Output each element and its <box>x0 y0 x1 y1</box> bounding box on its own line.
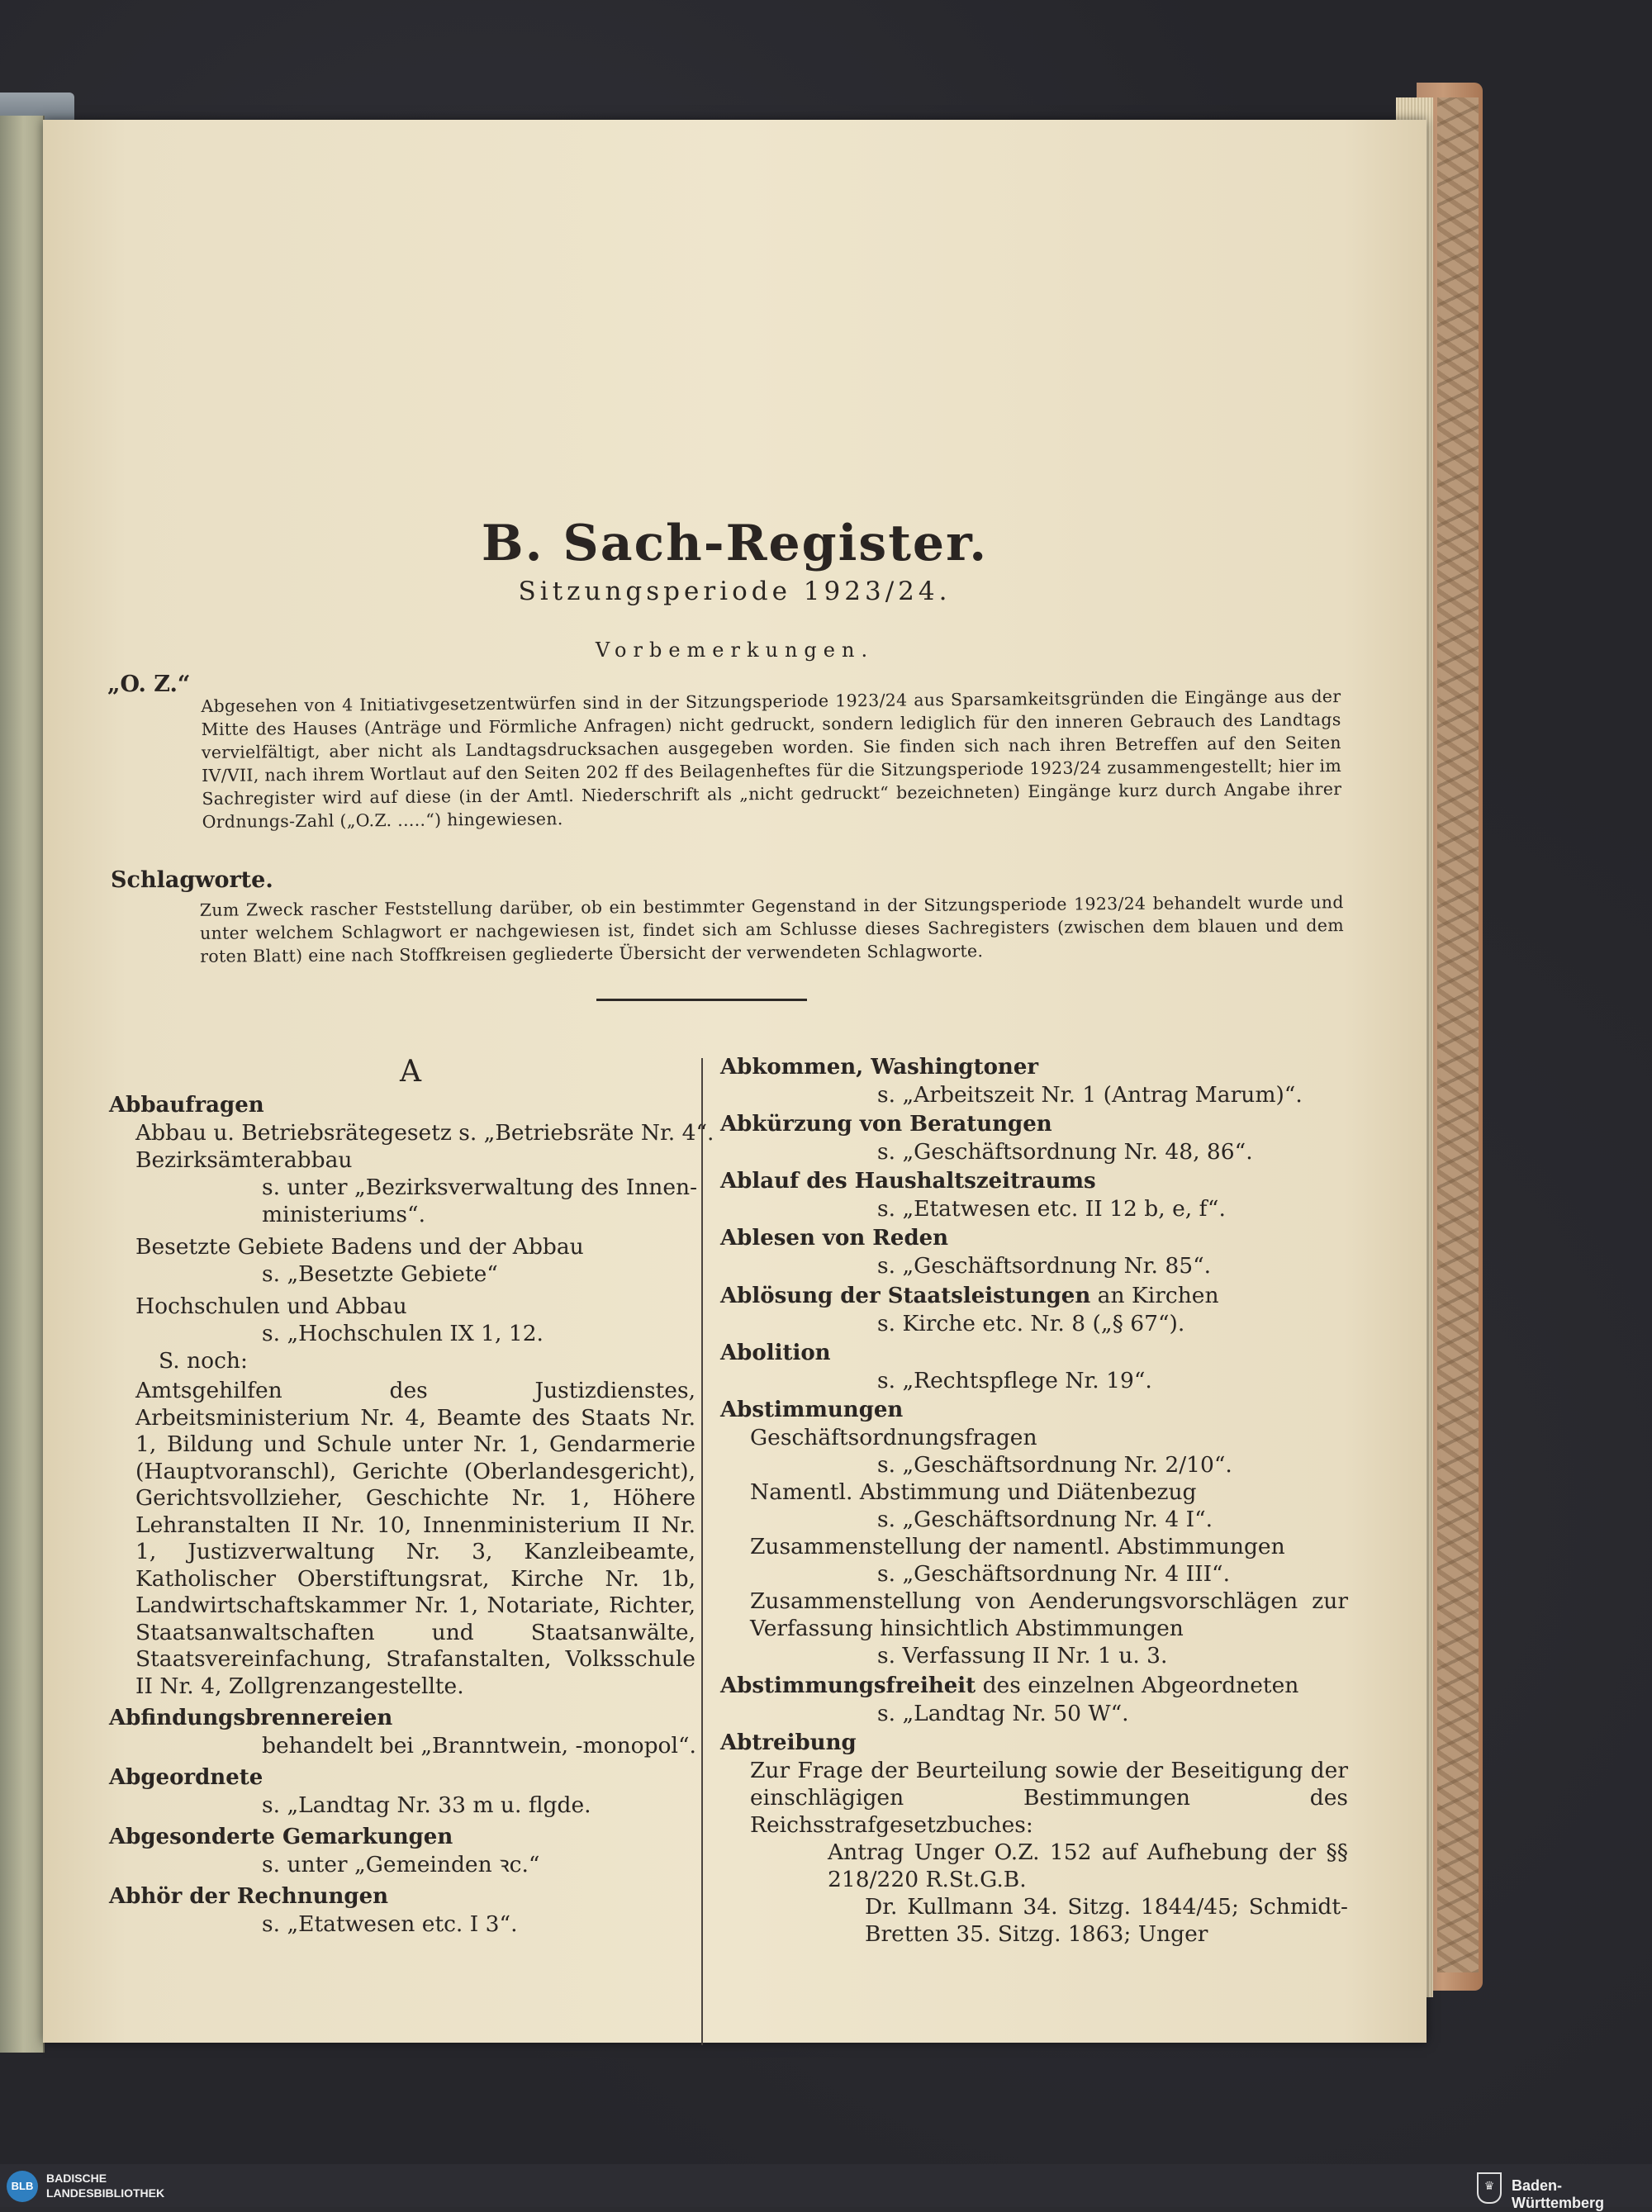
section-heading: Vorbemerkungen. <box>595 638 875 662</box>
oz-paragraph: Abgesehen von 4 Initiativgesetzentwürfen sind in der Sitzungsperiode 1923/24 aus Sparsamkeitsgründen die Eingänge aus der Mitte des Hauses (Anträge und Förmliche Anfragen) nicht gedruckt, sondern lediglich für den inneren Gebrauch des Landtags vervielfältigt, aber nicht als Landtagsdrucksachen ausgegeben worden. Sie finden sich nach ihren Betreffen auf den Seiten IV/VII, nach ihrem Wortlaut auf den Seiten 202 ff des Beilagenheftes für die Sitzungsperiode 1923/24 zusammengestellt; hier im Sachregister wird auf diese (in der Amtl. Niederschrift als „nicht gedruckt“ bezeichneten) Eingänge kurz durch Angabe ihrer Ordnungs-Zahl („O.Z. .....“) hingewiesen. <box>201 686 1342 833</box>
entry-line: s. „Hochschulen IX 1, 12. <box>262 1321 544 1346</box>
bw-coat-of-arms-icon: ♛ <box>1477 2172 1502 2204</box>
entry-line: Zur Frage der Beurteilung sowie der Beseitigung der einschlägigen Bestimmungen des Reichsstrafgesetzbuches: <box>750 1758 1348 1838</box>
entry-headword: Abkommen, Washingtoner <box>720 1055 1039 1080</box>
entry-line: s. „Arbeitszeit Nr. 1 (Antrag Marum)“. <box>877 1082 1303 1108</box>
page-subtitle: Sitzungsperiode 1923/24. <box>518 577 952 606</box>
entry-line: Namentl. Abstimmung und Diätenbezug <box>750 1479 1197 1505</box>
document-page <box>43 120 1427 2043</box>
entry-line: S. noch: <box>159 1348 248 1374</box>
letter-heading: A <box>400 1055 421 1089</box>
entry-headword: Abgeordnete <box>109 1765 263 1790</box>
entry-headword: Abbaufragen <box>109 1093 264 1118</box>
page-title: B. Sach-Register. <box>481 515 989 572</box>
entry-line: s. „Geschäftsordnung Nr. 2/10“. <box>877 1452 1232 1478</box>
entry-headword: Abfindungsbrennereien <box>109 1706 393 1730</box>
entry-line: behandelt bei „Branntwein, -monopol“. <box>262 1733 696 1759</box>
entry-line: s. „Besetzte Gebiete“ <box>262 1261 498 1287</box>
index-column-left <box>109 1055 714 1938</box>
entry-line: s. „Geschäftsordnung Nr. 4 III“. <box>877 1561 1231 1587</box>
entry-headword: Abgesonderte Gemarkungen <box>109 1825 453 1849</box>
entry-headword-tail: an Kirchen <box>1090 1283 1219 1308</box>
entry-line: s. unter „Bezirksverwaltung des Innen- <box>262 1175 698 1200</box>
blb-logo-icon[interactable]: BLB <box>7 2171 38 2202</box>
section-divider-rule <box>596 999 807 1001</box>
entry-line: s. „Geschäftsordnung Nr. 48, 86“. <box>877 1139 1253 1165</box>
footer-bar <box>0 2164 1652 2211</box>
entry-line: Zusammenstellung von Aenderungsvorschlägen zur Verfassung hinsichtlich Abstimmungen <box>750 1588 1348 1641</box>
column-divider <box>701 1058 703 2045</box>
entry-line: s. „Landtag Nr. 50 W“. <box>877 1701 1129 1726</box>
entry-line: s. Verfassung II Nr. 1 u. 3. <box>877 1643 1168 1668</box>
entry-line: s. „Geschäftsordnung Nr. 85“. <box>877 1253 1212 1279</box>
library-name-line2: LANDESBIBLIOTHEK <box>46 2186 165 2200</box>
entry-line: Besetzte Gebiete Badens und der Abbau <box>135 1234 584 1260</box>
schlagworte-label: Schlagworte. <box>111 867 273 893</box>
entry-line: s. „Geschäftsordnung Nr. 4 I“. <box>877 1507 1213 1532</box>
schlagworte-paragraph: Zum Zweck rascher Feststellung darüber, ob ein bestimmter Gegenstand in der Sitzungsperiode 1923/24 behandelt wurde und unter welchem Schlagwort er nachgewiesen ist, findet sich am Schlusse dieses Sachregisters (zwischen dem blauen und dem roten Blatt) eine nach Stoffkreisen gegliederte Übersicht der verwendeten Schlagworte. <box>199 892 1345 966</box>
entry-headword: Ablesen von Reden <box>720 1226 949 1251</box>
entry-headword: Abstimmungen <box>720 1398 904 1422</box>
entry-cross-reference-list: Amtsgehilfen des Justizdienstes, Arbeitsministerium Nr. 4, Beamte des Staats Nr. 1, Bildung und Schule unter Nr. 1, Gendarmerie (Hauptvoranschl), Gerichte (Oberlandesgericht), Gerichtsvollzieher, Geschichte Nr. 1, Höhere Lehranstalten II Nr. 10, Innenministerium II Nr. 1, Justizverwaltung Nr. 3, Kanzleibeamte, Katholischer Oberstiftungsrat, Kirche Nr. 1b, Landwirtschaftskammer Nr. 1, Notariate, Richter, Staatsanwaltschaften und Staatsanwälte, Staatsvereinfachung, Strafanstalten, Volksschule II Nr. 4, Zollgrenzangestellte. <box>135 1378 695 1699</box>
entry-headword: Abstimmungsfreiheit <box>720 1673 976 1698</box>
entry-line: Geschäftsordnungsfragen <box>750 1425 1037 1450</box>
entry-line: Hochschulen und Abbau <box>135 1293 407 1319</box>
oz-label: „O. Z.“ <box>107 672 191 697</box>
entry-line: Bezirksämterabbau <box>135 1147 353 1173</box>
marbled-edge <box>1437 97 1479 1972</box>
entry-line: Abbau u. Betriebsrätegesetz s. „Betriebsräte Nr. 4“. <box>135 1120 714 1146</box>
entry-line: ministeriums“. <box>262 1202 425 1227</box>
entry-line: s. „Etatwesen etc. II 12 b, e, f“. <box>877 1196 1226 1222</box>
entry-line: s. Kirche etc. Nr. 8 („§ 67“). <box>877 1311 1185 1336</box>
entry-headword: Ablauf des Haushaltszeitraums <box>720 1169 1096 1194</box>
entry-line: Antrag Unger O.Z. 152 auf Aufhebung der §§ 218/220 R.St.G.B. <box>828 1839 1348 1892</box>
entry-headword: Ablösung der Staatsleistungen <box>720 1284 1091 1308</box>
entry-headword: Abolition <box>720 1341 831 1365</box>
entry-line: Zusammenstellung der namentl. Abstimmungen <box>750 1534 1285 1559</box>
entry-headword-tail: des einzelnen Abgeordneten <box>976 1673 1299 1698</box>
entry-headword: Abkürzung von Beratungen <box>720 1112 1052 1137</box>
entry-headword: Abhör der Rechnungen <box>109 1884 389 1909</box>
index-column-right <box>720 1051 1348 1948</box>
entry-line: s. „Etatwesen etc. I 3“. <box>262 1911 518 1937</box>
entry-heading-row <box>720 1672 1348 1700</box>
entry-line: s. „Landtag Nr. 33 m u. flgde. <box>262 1792 591 1818</box>
entry-line: Dr. Kullmann 34. Sitzg. 1844/45; Schmidt-Bretten 35. Sitzg. 1863; Unger <box>865 1894 1348 1947</box>
left-neighbour-page <box>0 116 45 2053</box>
library-name <box>46 2171 164 2200</box>
entry-heading-row <box>720 1282 1348 1310</box>
entry-headword: Abtreibung <box>720 1730 857 1755</box>
library-name-line1: BADISCHE <box>46 2172 107 2185</box>
entry-line: s. „Rechtspflege Nr. 19“. <box>877 1368 1152 1393</box>
state-name[interactable]: Baden-Württemberg <box>1512 2177 1604 2211</box>
entry-line: s. unter „Gemeinden ꝛc.“ <box>262 1852 540 1877</box>
